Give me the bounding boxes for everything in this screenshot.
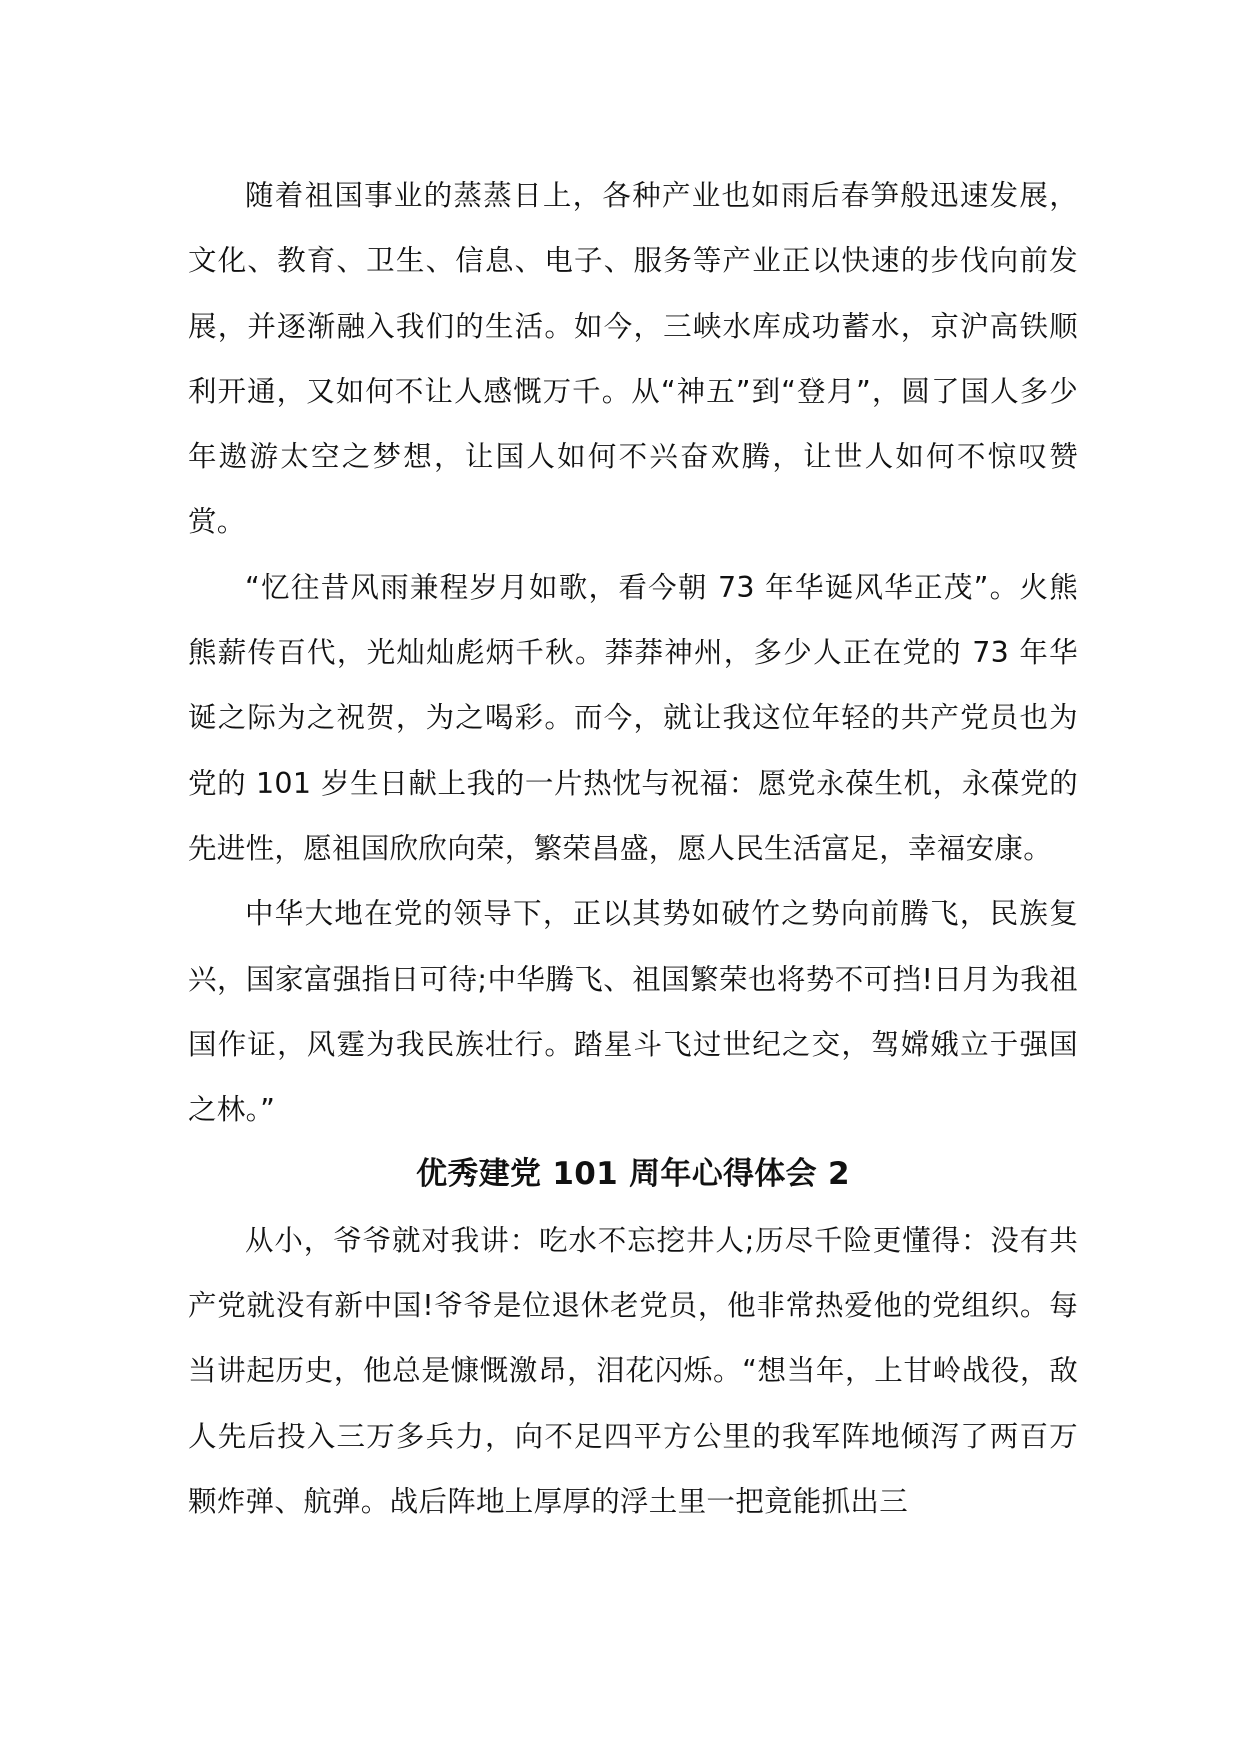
document-body: [188, 163, 1078, 1534]
section-title: 优秀建党 101 周年心得体会 2: [416, 1156, 850, 1193]
paragraph-grandfather: 从小，爷爷就对我讲：吃水不忘挖井人;历尽千险更懂得：没有共产党就没有新中国!爷爷是位退休老党员，他非常热爱他的党组织。每当讲起历史，他总是慷慨激昂，泪花闪烁。“想当年，上甘岭战役，敌人先后投入三万多兵力，向不足四平方公里的我军阵地倾泻了两百万颗炸弹、航弹。战后阵地上厚厚的浮土里一把竟能抓出三: [188, 1223, 1078, 1518]
paragraph-anniversary-quote: “忆往昔风雨兼程岁月如歌，看今朝 73 年华诞风华正茂”。火熊熊薪传百代，光灿灿彪炳千秋。莽莽神州，多少人正在党的 73 年华诞之际为之祝贺，为之喝彩。而今，就让我这位年轻的共产党员也为党的 101 岁生日献上我的一片热忱与祝福：愿党永葆生机，永葆党的先进性，愿祖国欣欣向荣，繁荣昌盛，愿人民生活富足，幸福安康。: [188, 570, 1078, 865]
paragraph-development: 随着祖国事业的蒸蒸日上，各种产业也如雨后春笋般迅速发展，文化、教育、卫生、信息、电子、服务等产业正以快速的步伐向前发展，并逐渐融入我们的生活。如今，三峡水库成功蓄水，京沪高铁顺利开通，又如何不让人感慨万千。从“神五”到“登月”，圆了国人多少年遨游太空之梦想，让国人如何不兴奋欢腾，让世人如何不惊叹赞赏。: [188, 179, 1078, 539]
paragraph-china-rising: 中华大地在党的领导下，正以其势如破竹之势向前腾飞，民族复兴，国家富强指日可待;中华腾飞、祖国繁荣也将势不可挡!日月为我祖国作证，风霆为我民族壮行。踏星斗飞过世纪之交，驾嫦娥立于强国之林。”: [188, 897, 1078, 1127]
